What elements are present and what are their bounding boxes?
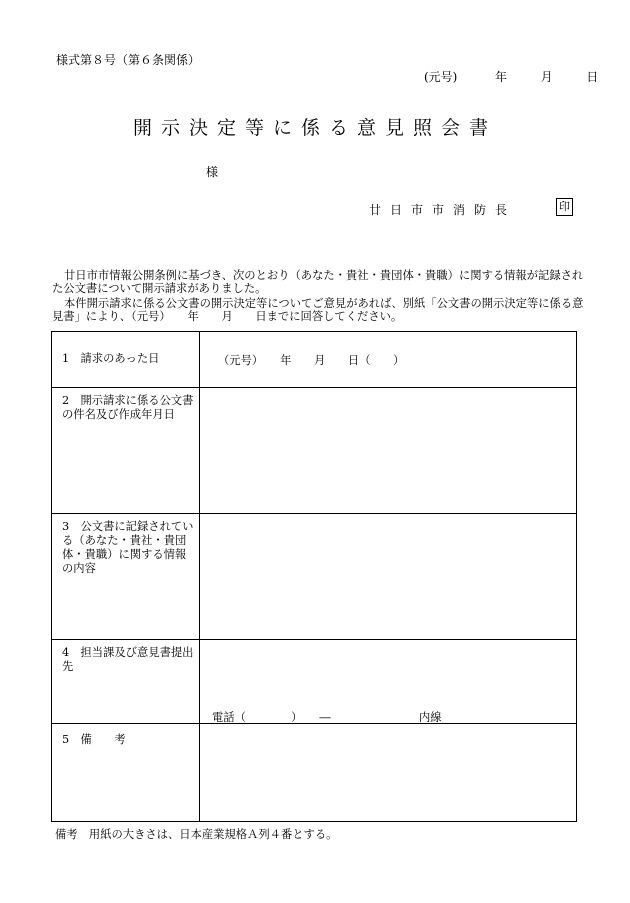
date-era: (元号) xyxy=(424,70,458,84)
row-divider xyxy=(52,639,576,640)
paragraph-1-text: 廿日市市情報公開条例に基づき、次のとおり（あなた・貴社・貴団体・貴職）に関する情報が記録された公文書について開示請求がありました。 xyxy=(52,269,584,295)
footnote: 備考 用紙の大きさは、日本産業規格Ａ列４番とする。 xyxy=(55,828,338,841)
addressee-suffix: 様 xyxy=(206,165,219,179)
row3-label: 3 公文書に記録されている（あなた・貴社・貴団体・貴職）に関する情報の内容 xyxy=(62,520,194,575)
paragraph-2-text: 本件開示請求に係る公文書の開示決定等についてご意見があれば、別紙「公文書の開示決定等に係る意見書」により、（元号） 年 月 日までに回答してください。 xyxy=(52,297,584,323)
row1-value[interactable]: （元号） 年 月 日（ ） xyxy=(218,354,405,367)
date-line xyxy=(424,68,598,85)
date-day: 日 xyxy=(586,70,599,84)
info-table xyxy=(51,331,577,822)
paragraph-1 xyxy=(52,269,587,295)
row4-label: 4 担当課及び意見書提出先 xyxy=(62,646,194,673)
date-month: 月 xyxy=(540,70,553,84)
paragraph-2 xyxy=(52,297,587,323)
row1-label: 1 請求のあった日 xyxy=(62,352,160,365)
sender-name: 廿日市市消防長 xyxy=(369,203,517,217)
row-divider xyxy=(52,387,576,388)
form-number: 様式第８号（第６条関係） xyxy=(56,53,201,67)
page-title: 開示決定等に係る意見照会書 xyxy=(132,117,497,139)
row4-extension[interactable]: 内線 xyxy=(419,711,442,724)
date-year: 年 xyxy=(495,70,508,84)
row2-label: 2 開示請求に係る公文書の件名及び作成年月日 xyxy=(62,394,194,421)
table-column-divider xyxy=(199,332,200,821)
row5-label: 5 備 考 xyxy=(62,733,126,746)
row4-phone[interactable]: 電話（ ） ― xyxy=(212,711,331,724)
row-divider xyxy=(52,513,576,514)
seal-mark: 印 xyxy=(556,198,573,216)
